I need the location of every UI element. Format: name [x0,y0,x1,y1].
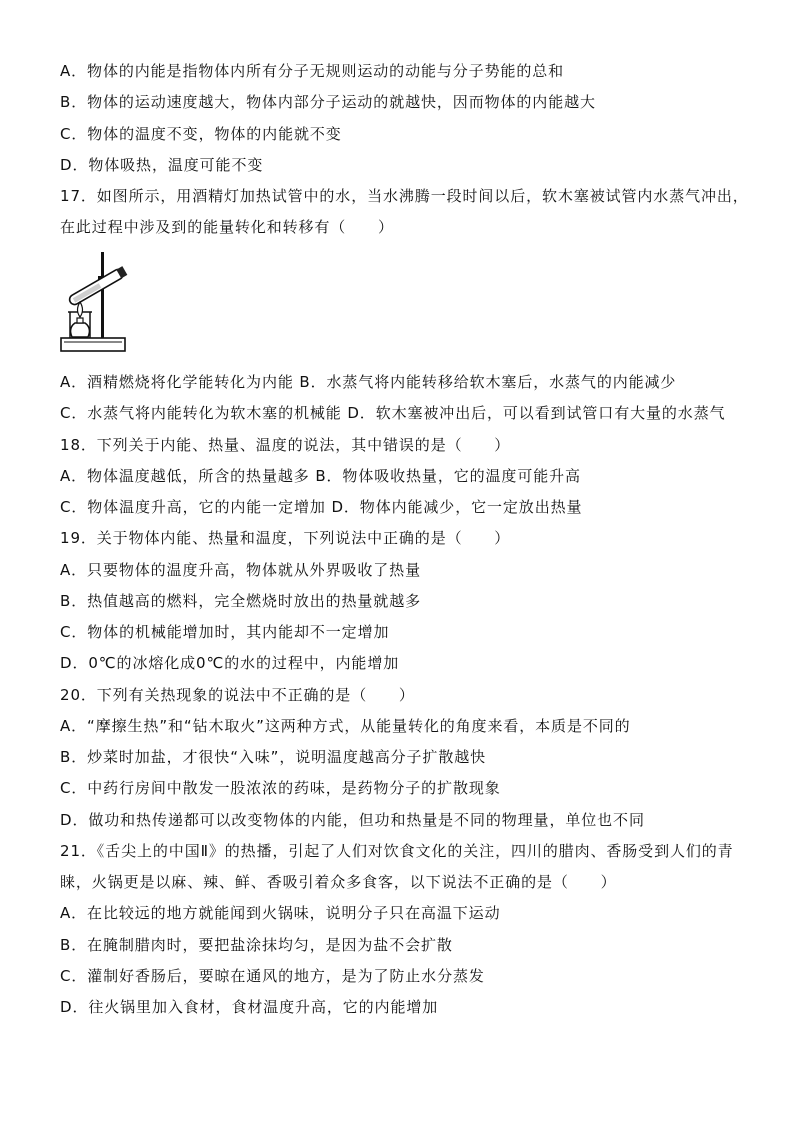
q21-option-b: B．在腌制腊肉时，要把盐涂抹均匀，是因为盐不会扩散 [60,935,453,954]
q17-options-ab: A．酒精燃烧将化学能转化为内能 B．水蒸气将内能转移给软木塞后，水蒸气的内能减少 [60,373,677,391]
q17-stem-line-1: 17．如图所示，用酒精灯加热试管中的水，当水沸腾一段时间以后，软木塞被试管内水蒸气冲出， [60,187,749,205]
q21-option-a: A．在比较远的地方就能闻到火锅味，说明分子只在高温下运动 [60,904,501,923]
q19-option-b: B．热值越高的燃料，完全燃烧时放出的热量就越多 [60,591,421,610]
q18-stem: 18．下列关于内能、热量、温度的说法，其中错误的是（ ） [60,435,511,454]
q20-option-c: C．中药行房间中散发一股浓浓的药味，是药物分子的扩散现象 [60,779,501,798]
flame-icon [78,302,83,317]
q18-options-cd: C．物体温度升高，它的内能一定增加 D．物体内能减少，它一定放出热量 [60,498,583,516]
q16-option-d: D．物体吸热，温度可能不变 [60,155,264,174]
alcohol-lamp [71,302,90,337]
q17-options-cd: C．水蒸气将内能转化为软木塞的机械能 D．软木塞被冲出后，可以看到试管口有大量的水蒸气 [60,404,726,423]
q19-option-d: D．0℃的冰熔化成0℃的水的过程中，内能增加 [60,654,400,673]
q20-option-a: A．“摩擦生热”和“钻木取火”这两种方式，从能量转化的角度来看，本质是不同的 [60,716,631,735]
bottom-text-block [60,367,760,1023]
test-tube [68,266,128,306]
q20-stem: 20．下列有关热现象的说法中不正确的是（ ） [60,685,415,704]
q21-option-c: C．灌制好香肠后，要晾在通风的地方，是为了防止水分蒸发 [60,966,485,985]
q18-options-ab: A．物体温度越低，所含的热量越多 B．物体吸收热量，它的温度可能升高 [60,466,581,485]
q16-option-c: C．物体的温度不变，物体的内能就不变 [60,124,342,143]
q17-stem-line-2: 在此过程中涉及到的能量转化和转移有（ ） [60,218,394,237]
q16-option-a: A．物体的内能是指物体内所有分子无规则运动的动能与分子势能的总和 [60,62,565,80]
q21-option-d: D．往火锅里加入食材，食材温度升高，它的内能增加 [60,998,439,1016]
test-tube-heating-apparatus-figure [58,250,130,358]
q21-stem-line-2: 睐，火锅更是以麻、辣、鲜、香吸引着众多食客，以下说法不正确的是（ ） [60,873,617,891]
q20-option-d: D．做功和热传递都可以改变物体的内能，但功和热量是不同的物理量，单位也不同 [60,810,645,829]
stand-base [61,338,125,351]
q20-option-b: B．炒菜时加盐，才很快“入味”，说明温度越高分子扩散越快 [60,748,487,766]
top-text-block [60,56,760,244]
q19-option-a: A．只要物体的温度升高，物体就从外界吸收了热量 [60,560,421,579]
q19-stem: 19．关于物体内能、热量和温度，下列说法中正确的是（ ） [60,529,511,548]
q19-option-c: C．物体的机械能增加时，其内能却不一定增加 [60,623,390,641]
stand-rod [101,252,104,338]
q16-option-b: B．物体的运动速度越大，物体内部分子运动的就越快，因而物体的内能越大 [60,93,596,112]
q21-stem-line-1: 21．《舌尖上的中国Ⅱ》的热播，引起了人们对饮食文化的关注，四川的腊肉、香肠受到人们的青 [60,841,734,860]
